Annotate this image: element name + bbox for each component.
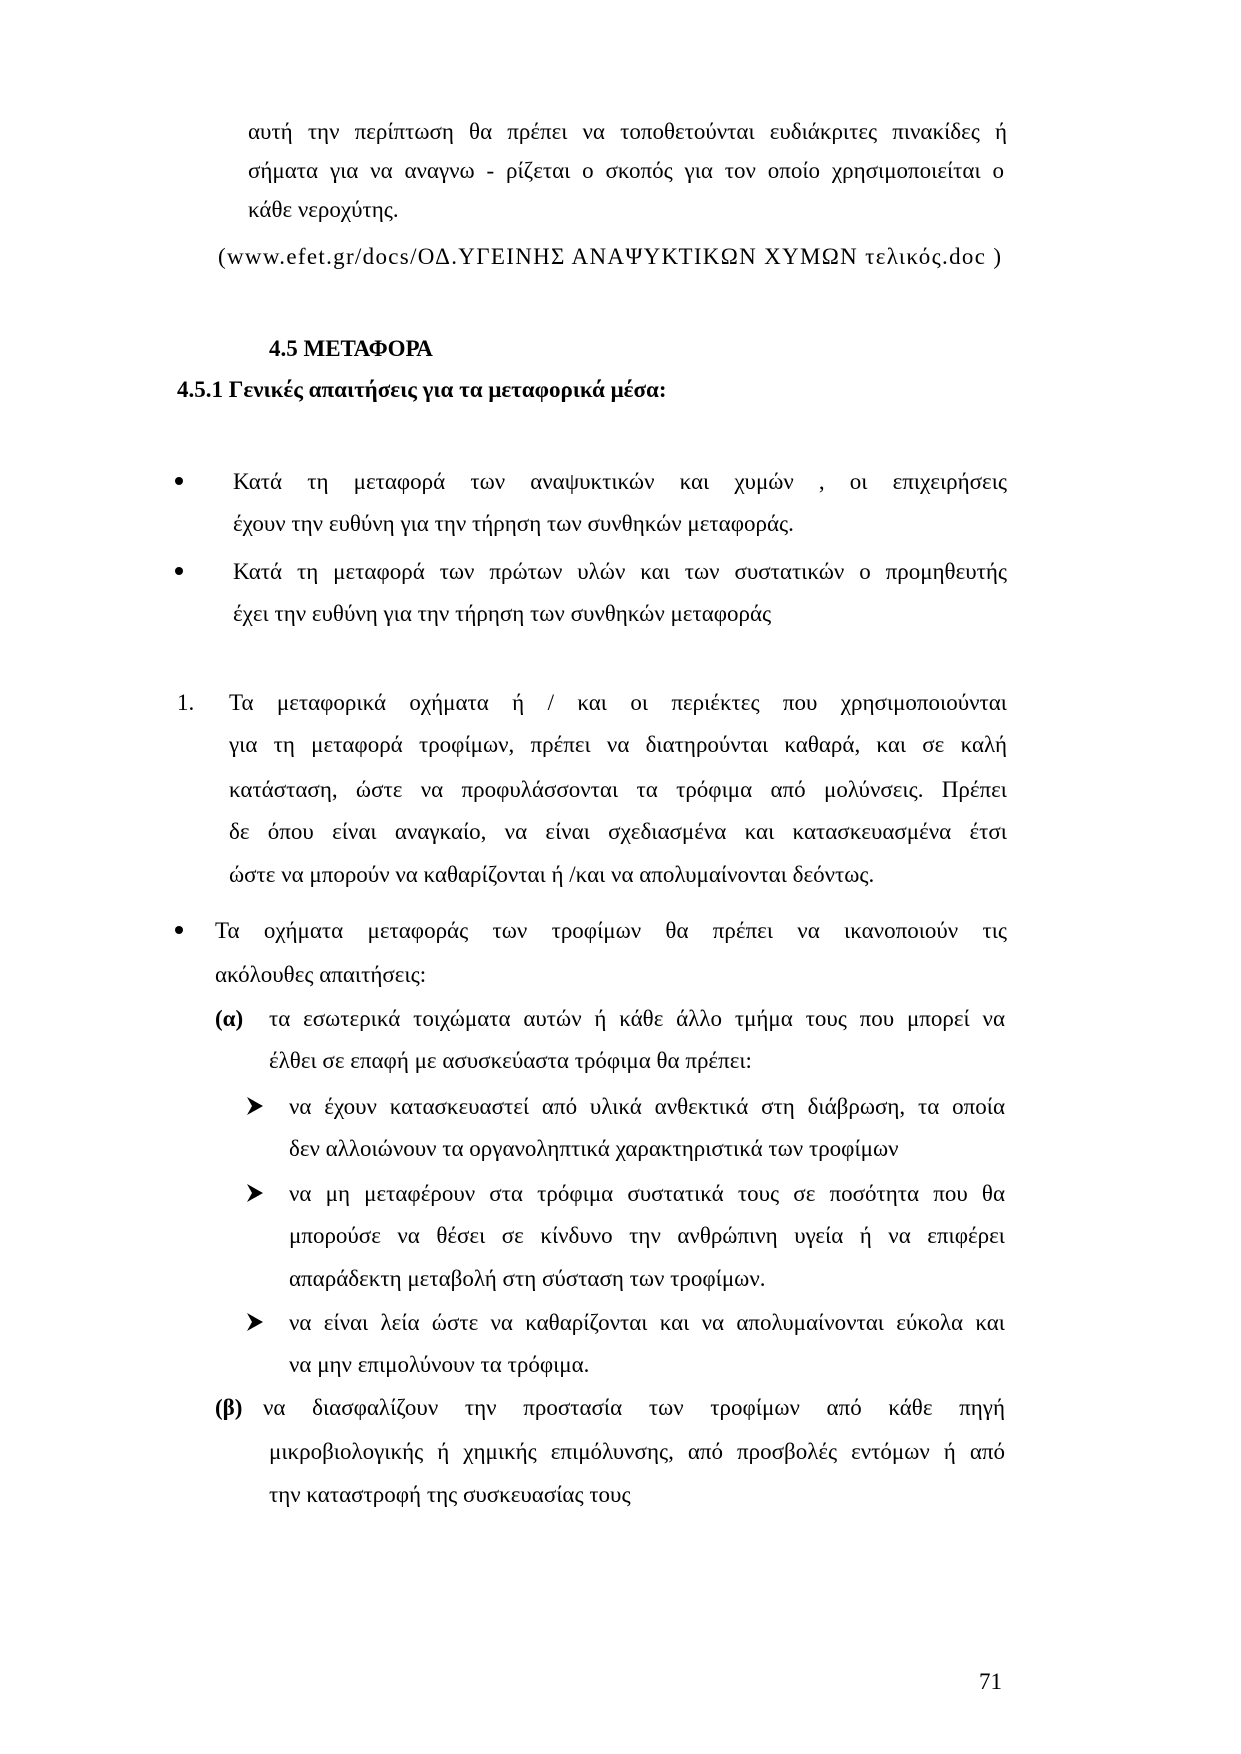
list-item-line: να διασφαλίζουν την προστασία των τροφίμων από κάθε πηγή <box>263 1395 1005 1420</box>
list-item-line: ακόλουθες απαιτήσεις: <box>215 962 427 987</box>
item-letter: (β) <box>215 1395 243 1420</box>
list-item-line: για τη μεταφορά τροφίμων, πρέπει να διατηρούνται καθαρά, και σε καλή <box>229 732 1007 757</box>
sub-list-item-line: να μη μεταφέρουν στα τρόφιμα συστατικά τους σε ποσότητα που θα <box>289 1181 1005 1206</box>
list-item-line: έλθει σε επαφή με ασυσκεύαστα τρόφιμα θα πρέπει: <box>269 1048 752 1073</box>
paragraph-line: σήματα για να αναγνω - ρίζεται ο σκοπός για τον οποίο χρησιμοποιείται ο <box>248 158 1004 183</box>
bullet-icon <box>175 567 183 575</box>
bullet-icon <box>175 926 183 934</box>
list-item-line: Τα οχήματα μεταφοράς των τροφίμων θα πρέπει να ικανοποιούν τις <box>215 918 1007 943</box>
page-number: 71 <box>979 1669 1002 1694</box>
item-letter: (α) <box>215 1006 244 1031</box>
list-item-line: έχουν την ευθύνη για την τήρηση των συνθηκών μεταφοράς. <box>233 511 794 536</box>
sub-list-item-line: απαράδεκτη μεταβολή στη σύσταση των τροφίμων. <box>289 1266 766 1291</box>
list-item-line: δε όπου είναι αναγκαίο, να είναι σχεδιασμένα και κατασκευασμένα έτσι <box>229 819 1007 844</box>
sub-list-item-line: δεν αλλοιώνουν τα οργανοληπτικά χαρακτηριστικά των τροφίμων <box>289 1136 899 1161</box>
list-item-line: έχει την ευθύνη για την τήρηση των συνθηκών μεταφοράς <box>233 601 772 626</box>
sub-list-item-line: να είναι λεία ώστε να καθαρίζονται και να απολυμαίνονται εύκολα και <box>289 1310 1005 1335</box>
sub-list-item-line: να μην επιμολύνουν τα τρόφιμα. <box>289 1352 590 1377</box>
list-item-line: κατάσταση, ώστε να προφυλάσσονται τα τρόφιμα από μολύνσεις. Πρέπει <box>229 777 1007 802</box>
arrow-bullet-icon <box>247 1184 263 1202</box>
paragraph-line: κάθε νεροχύτης. <box>248 197 399 222</box>
sub-list-item-line: μπορούσε να θέσει σε κίνδυνο την ανθρώπινη υγεία ή να επιφέρει <box>289 1223 1005 1248</box>
list-item-line: τα εσωτερικά τοιχώματα αυτών ή κάθε άλλο τμήμα τους που μπορεί να <box>269 1006 1005 1031</box>
paragraph-line: αυτή την περίπτωση θα πρέπει να τοποθετούνται ευδιάκριτες πινακίδες ή <box>248 119 1007 144</box>
arrow-bullet-icon <box>247 1313 263 1331</box>
list-item-line: ώστε να μπορούν να καθαρίζονται ή /και να απολυμαίνονται δεόντως. <box>229 862 875 887</box>
item-number: 1. <box>177 690 195 715</box>
source-reference: (www.efet.gr/docs/ΟΔ.ΥΓΕΙΝΗΣ ΑΝΑΨΥΚΤΙΚΩΝ ΧΥΜΩΝ τελικός.doc ) <box>218 244 1003 269</box>
list-item-line: Κατά τη μεταφορά των αναψυκτικών και χυμών , οι επιχειρήσεις <box>233 469 1007 494</box>
list-item-line: μικροβιολογικής ή χημικής επιμόλυνσης, από προσβολές εντόμων ή από <box>269 1439 1005 1464</box>
list-item-line: Τα μεταφορικά οχήματα ή / και οι περιέκτες που χρησιμοποιούνται <box>229 690 1007 715</box>
section-heading: 4.5 ΜΕΤΑΦΟΡΑ <box>269 336 433 361</box>
subsection-heading: 4.5.1 Γενικές απαιτήσεις για τα μεταφορικά μέσα: <box>177 377 667 402</box>
arrow-bullet-icon <box>247 1097 263 1115</box>
list-item-line: Κατά τη μεταφορά των πρώτων υλών και των συστατικών ο προμηθευτής <box>233 559 1007 584</box>
list-item-line: την καταστροφή της συσκευασίας τους <box>269 1482 631 1507</box>
sub-list-item-line: να έχουν κατασκευαστεί από υλικά ανθεκτικά στη διάβρωση, τα οποία <box>289 1094 1005 1119</box>
bullet-icon <box>175 477 183 485</box>
